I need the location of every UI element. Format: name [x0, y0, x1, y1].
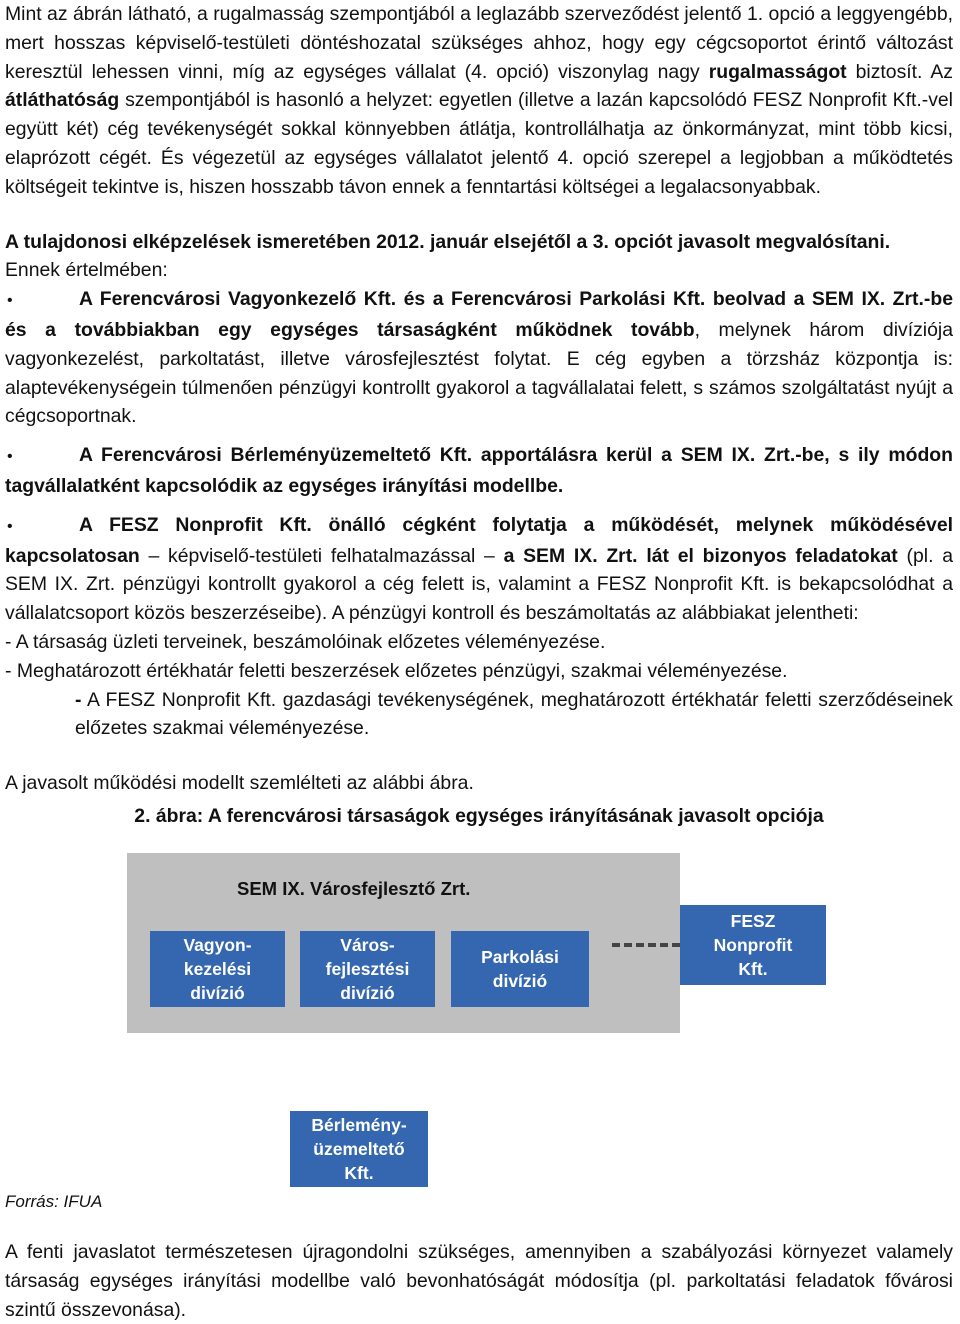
paragraph-flexibility	[5, 0, 953, 202]
division-asset-label: Vagyon- kezelési divízió	[183, 935, 252, 1003]
figure-intro: A javasolt működési modellt szemlélteti az alábbi ábra.	[5, 772, 474, 795]
para1-text-2: biztosít. Az	[846, 60, 954, 83]
bullet3-text-1: – képviselő-testületi felhatalmazással –	[139, 544, 504, 567]
para1-bold-flexibility: rugalmasságot	[708, 60, 847, 83]
bullet-icon: •	[7, 448, 13, 466]
bullet-icon: •	[7, 517, 13, 535]
division-box-parking	[451, 931, 589, 1007]
division-parking-label: Parkolási divízió	[481, 947, 559, 991]
fesz-box	[680, 905, 826, 985]
dash-item-3	[5, 686, 953, 744]
bullet3-first-line: A FESZ Nonprofit Kft. önálló cégként folytatja a működését, melynek működésével	[79, 513, 953, 536]
bullet-item-1	[5, 285, 953, 316]
intro-line: Ennek értelmében:	[5, 259, 168, 282]
bullet1-first-line: A Ferencvárosi Vagyonkezelő Kft. és a Ferencvárosi Parkolási Kft. beolvad a SEM IX. Zrt.-be	[79, 288, 953, 311]
proposal-heading-text: A tulajdonosi elképzelések ismeretében 2012. január elsejétől a 3. opciót javasolt megvalósítani.	[5, 230, 891, 253]
division-box-asset	[150, 931, 285, 1007]
bullet2-rest-text: tagvállalatként kapcsolódik az egységes irányítási modellbe.	[5, 474, 564, 497]
sem-group-title: SEM IX. Városfejlesztő Zrt.	[237, 878, 471, 899]
division-box-urban	[300, 931, 435, 1007]
bullet-item-2	[5, 441, 953, 472]
dash-item-3-dash: -	[75, 688, 82, 711]
para1-text-3: szempontjából is hasonló a helyzet: egyetlen (illetve a lazán kapcsolódó FESZ Nonprofit Kft.-vel együtt két) cég tevékenységét sokkal könnyebben átlátja, kontrollálhatja az önkormányzat, mint több kicsi, elaprózott cégét. És végezetül az egységes vállalatot jelentő 4. opció szerepel a legjobban a működtetés költségeit tekintve is, hiszen hosszabb távon ennek a fenntartási költségei a legalacsonyabbak.	[5, 89, 953, 198]
dashed-connector	[612, 943, 680, 947]
bullet3-bold-1: kapcsolatosan	[5, 544, 140, 567]
bullet2-continuation	[5, 472, 953, 501]
org-diagram	[127, 853, 957, 1193]
dash-item-2: - Meghatározott értékhatár feletti beszerzések előzetes pénzügyi, szakmai véleményezése.	[5, 659, 788, 682]
bullet2-first-line: A Ferencvárosi Bérleményüzemeltető Kft. apportálásra kerül a SEM IX. Zrt.-be, s ily módon	[79, 444, 953, 467]
bullet3-text-2: (pl. a SEM IX. Zrt. pénzügyi kontrollt gyakorol a cég felett is, valamint a FESZ Nonprofit Kft. is bekapcsolódhat a vállalatcsoport közös beszerzéseibe). A pénzügyi kontroll és beszámoltatás az alábbiakat jelentheti:	[5, 544, 953, 625]
closing-paragraph: A fenti javaslatot természetesen újragondolni szükséges, amennyiben a szabályozási környezet valamely társaság egységes irányítási modellbe való bevonhatóságát módosítja (pl. parkoltatási feladatok fővárosi szintű összevonása).	[5, 1241, 953, 1321]
proposal-heading	[5, 228, 953, 257]
division-urban-label: Város- fejlesztési divízió	[325, 935, 410, 1003]
bullet-icon: •	[7, 292, 13, 310]
para1-bold-transparency: átláthatóság	[5, 89, 120, 112]
source-note: Forrás: IFUA	[5, 1192, 103, 1211]
berlemeny-box	[290, 1111, 428, 1187]
para1-text-1: Mint az ábrán látható, a rugalmasság szempontjából a leglazább szerveződést jelentő 1. opció a leggyengébb, mert hosszas képviselő-testületi döntéshozatal szükséges ahhoz, hogy egy cégcsoportot érintő változást keresztül lehessen vinni, míg az egységes vállalat (4. opció) viszonylag nagy	[5, 3, 953, 83]
bullet3-continuation	[5, 542, 953, 628]
fesz-label: FESZ Nonprofit Kft.	[713, 911, 793, 979]
berlemeny-label: Bérlemény- üzemeltető Kft.	[311, 1115, 407, 1183]
bullet3-bold-2: a SEM IX. Zrt. lát el bizonyos feladatokat	[503, 544, 898, 567]
bullet1-bold-part: és a továbbiakban egy egységes társaságként működnek tovább	[5, 318, 695, 341]
bullet1-rest-text: , melynek három divíziója vagyonkezelést, parkoltatást, illetve városfejlesztést folytat. E cég egyben a törzsház központja is: alaptevékenységein túlmenően pénzügyi kontrollt gyakorol a tagvállalatai felett, s számos szolgáltatást nyújt a cégcsoportnak.	[5, 318, 953, 428]
document-body	[5, 0, 953, 831]
dash-item-1: - A társaság üzleti terveinek, beszámolóinak előzetes véleményezése.	[5, 630, 606, 653]
bullet1-continuation	[5, 316, 953, 431]
figure-title: 2. ábra: A ferencvárosi társaságok egységes irányításának javasolt opciója	[134, 804, 824, 827]
dash-item-3-text: A FESZ Nonprofit Kft. gazdasági tevékenységének, meghatározott értékhatár feletti szerződéseinek előzetes szakmai véleményezése.	[75, 688, 953, 740]
bullet-item-3	[5, 511, 953, 542]
